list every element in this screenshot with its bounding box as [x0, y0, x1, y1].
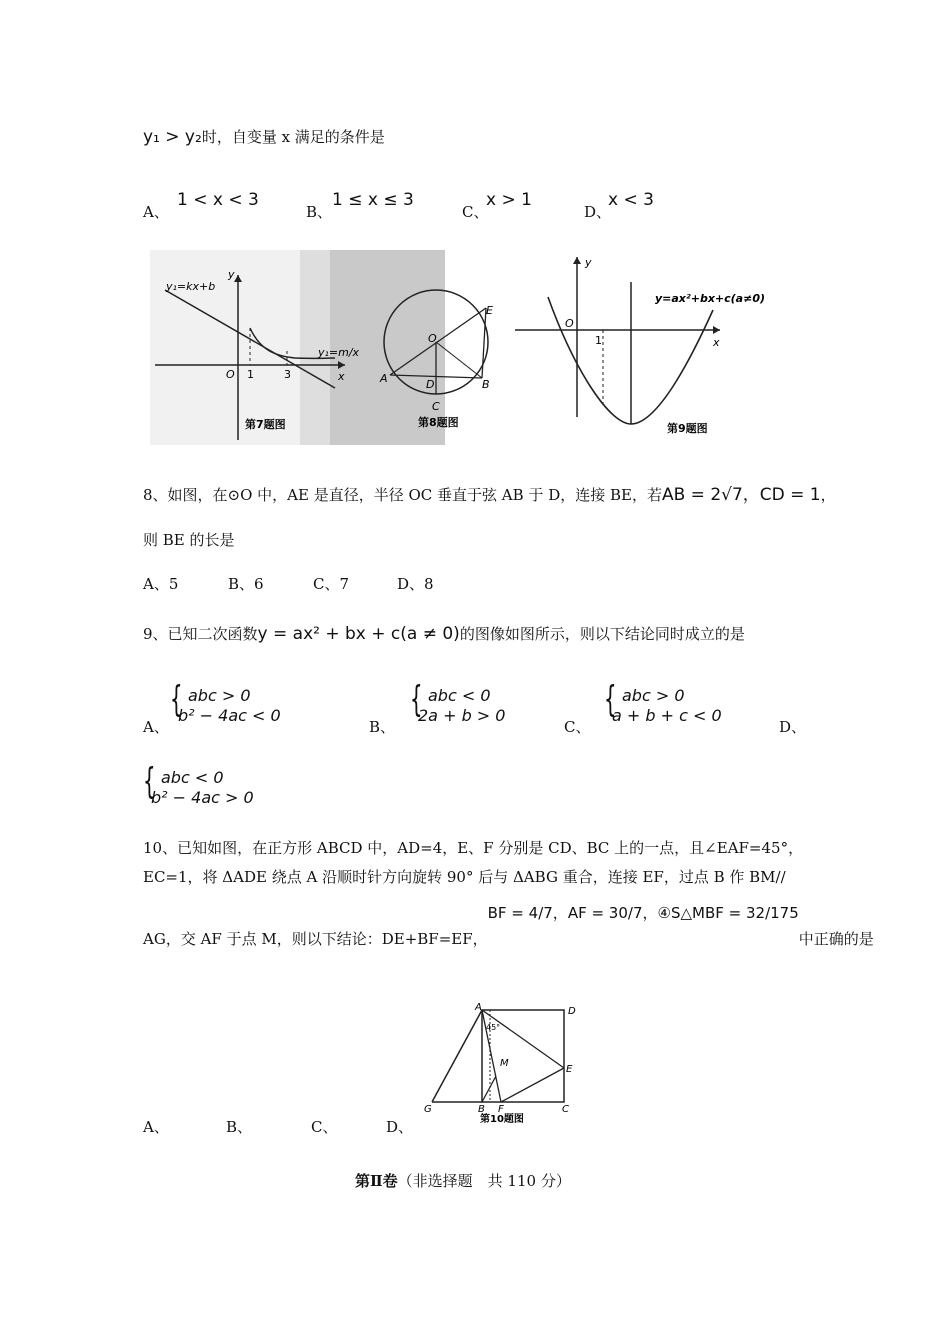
q8-option-d: D、8 [397, 575, 434, 593]
q9-option-a-line1: abc > 0 [188, 686, 251, 705]
q9-option-a-label: A、 [143, 718, 169, 736]
figure-10 [420, 1000, 605, 1125]
q7-option-b-expr: 1 ≤ x ≤ 3 [332, 190, 414, 210]
fig10-point-f: F [498, 1104, 504, 1115]
fig9-origin: O [565, 317, 574, 330]
q10-sep2: ， [642, 904, 658, 922]
fig8-point-d: D [426, 378, 435, 391]
fig7-caption: 第7题图 [245, 418, 286, 431]
q9-text-a: 9、已知二次函数 [143, 625, 258, 643]
q8-line1 [143, 480, 836, 505]
q7-option-c-expr: x > 1 [486, 190, 532, 210]
fig7-curve-label: y₁=m/x [318, 346, 360, 359]
q10-s: S△MBF = 32/175 [670, 904, 799, 922]
q8-option-b: B、6 [228, 575, 264, 593]
q9-option-c-line2: a + b + c < 0 [612, 706, 722, 725]
section-title: 第Ⅱ卷 [355, 1172, 398, 1190]
q8-text: 8、如图，在⊙O 中，AE 是直径，半径 OC 垂直于弦 AB 于 D，连接 BE，若 [143, 486, 662, 504]
fig9-caption: 第9题图 [667, 422, 708, 435]
q9-line [143, 623, 745, 644]
intro-expr: y₁ > y₂ [143, 127, 202, 147]
q9-expr: y = ax² + bx + c(a ≠ 0) [257, 624, 460, 644]
fig8-point-c: C [432, 400, 440, 413]
fig10-point-g: G [424, 1104, 432, 1115]
fig7-tick-1: 1 [247, 368, 254, 381]
fig8-point-b: B [482, 378, 490, 391]
q8-comma: ， [820, 486, 836, 504]
fig7-axis-y: y [228, 268, 235, 281]
q8-option-a: A、5 [143, 575, 179, 593]
q9-option-c-line1: abc > 0 [622, 686, 685, 705]
q10-line1: 10、已知如图，在正方形 ABCD 中，AD=4，E、F 分别是 CD、BC 上的一点，且∠EAF=45°， [143, 839, 804, 857]
fig8-point-o: O [428, 332, 437, 345]
q7-option-c-label: C、 [462, 203, 489, 221]
q10-af: AF = 30/7 [567, 904, 643, 922]
q9-option-b-label: B、 [369, 718, 396, 736]
fig9-axis-y: y [585, 256, 592, 269]
q10-option-c: C、 [311, 1118, 338, 1136]
intro-text: 时，自变量 x 满足的条件是 [201, 128, 385, 146]
fig8-caption: 第8题图 [418, 416, 459, 429]
fig9-func-label: y=ax²+bx+c(a≠0) [655, 292, 765, 305]
q10-line2: EC=1，将 ΔADE 绕点 A 沿顺时针方向旋转 90° 后与 ΔABG 重合，连接 EF，过点 B 作 BM// [143, 868, 786, 886]
fig10-point-d: D [568, 1006, 576, 1017]
fig10-point-b: B [478, 1104, 485, 1115]
q7-option-d-label: D、 [584, 203, 612, 221]
fig10-angle: 45° [486, 1023, 501, 1032]
q8-expr: AB = 2√7，CD = 1 [661, 485, 821, 505]
figure-9 [515, 252, 805, 444]
q10-option-b: B、 [226, 1118, 253, 1136]
q10-line3-b: 中正确的是 [798, 930, 874, 948]
q9-option-b-line2: 2a + b > 0 [418, 706, 506, 725]
fig7-line-label: y₁=kx+b [166, 280, 216, 293]
figure-7-8 [150, 250, 493, 445]
q9-option-c-label: C、 [564, 718, 591, 736]
q9-option-b-line1: abc < 0 [428, 686, 491, 705]
fig10-point-m: M [500, 1058, 509, 1069]
q9-option-d-line1: abc < 0 [161, 768, 224, 787]
q8-option-c: C、7 [313, 575, 350, 593]
q10-bf: BF = 4/7 [487, 904, 553, 922]
section-sub: （非选择题 共 110 分） [397, 1172, 571, 1190]
q9-option-d-line2: b² − 4ac > 0 [151, 788, 254, 807]
fig10-caption: 第10题图 [480, 1114, 524, 1125]
intro-line [143, 126, 385, 147]
fig7-axis-x: x [338, 370, 345, 383]
fig10-point-e: E [566, 1064, 573, 1075]
fig8-point-e: E [486, 304, 493, 317]
q8-line2: 则 BE 的长是 [143, 531, 235, 549]
section-heading [355, 1170, 571, 1191]
q7-option-b-label: B、 [306, 203, 333, 221]
q10-circ: ④ [657, 904, 671, 922]
fig7-tick-3: 3 [284, 368, 291, 381]
q9-text-b: 的图像如图所示，则以下结论同时成立的是 [459, 625, 745, 643]
q10-option-d: D、 [386, 1118, 414, 1136]
fig10-point-c: C [562, 1104, 569, 1115]
q10-option-a: A、 [143, 1118, 169, 1136]
q7-option-d-expr: x < 3 [608, 190, 654, 210]
q10-line3-a: AG，交 AF 于点 M，则以下结论：DE+BF=EF， [143, 930, 488, 948]
q9-option-d-label: D、 [779, 718, 807, 736]
q7-option-a-expr: 1 < x < 3 [177, 190, 259, 210]
q7-option-a-label: A、 [143, 203, 169, 221]
fig7-origin: O [226, 368, 235, 381]
fig9-tick-1: 1 [595, 334, 602, 347]
q10-line3 [143, 902, 874, 948]
fig10-point-a: A [475, 1002, 482, 1013]
q10-sep1: ， [552, 904, 568, 922]
fig9-axis-x: x [713, 336, 720, 349]
fig8-point-a: A [380, 372, 388, 385]
q9-option-a-line2: b² − 4ac < 0 [178, 706, 281, 725]
